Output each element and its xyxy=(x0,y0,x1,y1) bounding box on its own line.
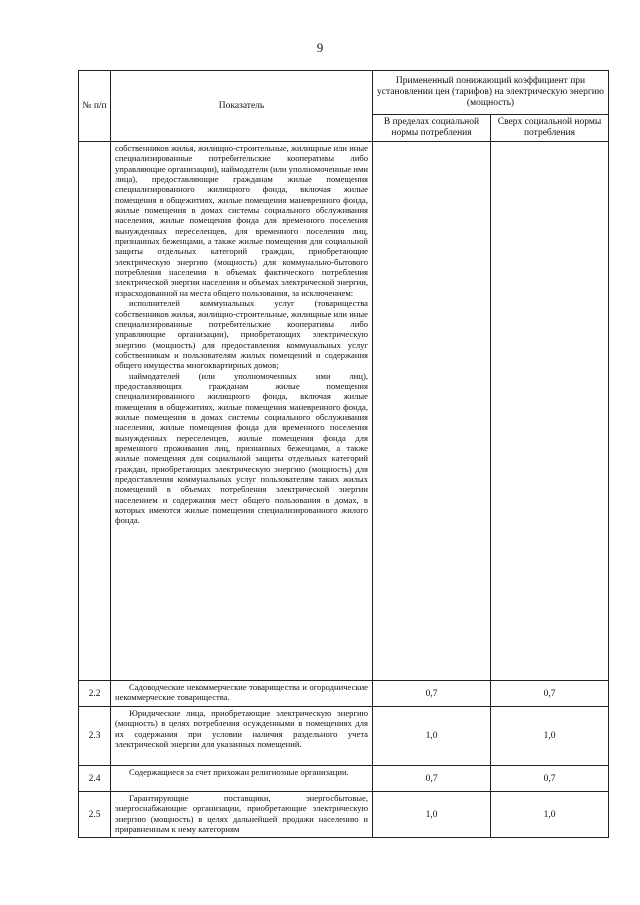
continued-paragraph: наймодателей (или уполномоченных ими лиц), предоставляющих гражданам жилые помещения специализированного жилищного фонда, включая жилые помещения в общежитиях, жилые помещения маневренного фонда, жилые помещения в домах системы социального обслуживания населения, жилые помещения фонда для временного поселения вынужденных переселенцев, жилые помещения фонда для временного проживания лиц, признанных беженцами, а также жилые помещения для социальной защиты отдельных категорий граждан, приобретающих электрическую энергию (мощность) для предоставления коммунальных услуг пользователям таких жилых помещений в объемах потребления электрической энергии населением и содержания мест общего пользования в домах, в которых имеются жилые помещения специализированного жилого фонда. xyxy=(115,370,368,526)
row-within-value: 0,7 xyxy=(373,766,491,792)
row-above-value: 1,0 xyxy=(491,792,609,838)
header-coefficient: Примененный понижающий коэффициент при установлении цен (тарифов) на электрическую энергию (мощность) xyxy=(373,71,609,115)
continued-paragraph: исполнителей коммунальных услуг (товарищества собственников жилья, жилищно-строительные, жилищные или иные специализированные потребительские кооперативы либо управляющие организации), приобретающих электрическую энергию (мощность) для предоставления коммунальных услуг собственникам и пользователям жилых помещений и содержания общего имущества многоквартирных домов; xyxy=(115,298,368,371)
row-number: 2.3 xyxy=(79,707,111,766)
continued-paragraph: собственников жилья, жилищно-строительные, жилищные или иные специализированные потребительские кооперативы либо управляющие организации), наймодатели (или уполномоченные ими лица), предоставляющие гражданам жилые помещения специализированного жилищного фонда, включая жилые помещения в общежитиях, жилые помещения маневренного фонда, жилые помещения в домах системы социального обслуживания населения, жилые помещения фонда для временного поселения вынужденных переселенцев, для временного поселения лиц, признанных беженцами, а также жилые помещения для социальной защиты отдельных категорий граждан, приобретающие электрическую энергию (мощность) для коммунально-бытового потребления населения в объемах фактического потребления электрической энергии населения и объемах электрической энергии, израсходованной на места общего пользования, за исключением: xyxy=(115,143,368,298)
row-within-value: 1,0 xyxy=(373,707,491,766)
row-indicator: Гарантирующие поставщики, энергосбытовые, энергоснабжающие организации, приобретающие электрическую энергию (мощность) в целях дальнейшей продажи населению и приравненным к нему категориям xyxy=(111,792,373,838)
page-number: 9 xyxy=(316,40,324,55)
row-above-value: 1,0 xyxy=(491,707,609,766)
within-value-empty xyxy=(373,142,491,681)
row-indicator: Содержащиеся за счет прихожан религиозные организации. xyxy=(111,766,373,792)
row-above-value: 0,7 xyxy=(491,681,609,707)
row-indicator: Юридические лица, приобретающие электрическую энергию (мощность) в целях потребления осужденными в помещениях для их содержания при условии наличия раздельного учета электрической энергии для указанных помещений. xyxy=(111,707,373,766)
row-within-value: 1,0 xyxy=(373,792,491,838)
row-above-value: 0,7 xyxy=(491,766,609,792)
above-value-empty xyxy=(491,142,609,681)
row-number: 2.2 xyxy=(79,681,111,707)
table-row xyxy=(79,707,609,766)
table-row xyxy=(79,766,609,792)
row-num-continued xyxy=(79,142,111,681)
row-number: 2.5 xyxy=(79,792,111,838)
continued-indicator-cell xyxy=(111,142,373,681)
header-above-norm: Сверх социальной нормы потребления xyxy=(491,115,609,142)
row-indicator: Садоводческие некоммерческие товарищества и огороднические некоммерческие товарищества. xyxy=(111,681,373,707)
tariff-coefficient-table xyxy=(78,70,609,838)
row-number: 2.4 xyxy=(79,766,111,792)
header-num: № п/п xyxy=(79,71,111,142)
header-indicator: Показатель xyxy=(111,71,373,142)
header-within-norm: В пределах социальной нормы потребления xyxy=(373,115,491,142)
table-row xyxy=(79,792,609,838)
table-row xyxy=(79,681,609,707)
row-within-value: 0,7 xyxy=(373,681,491,707)
